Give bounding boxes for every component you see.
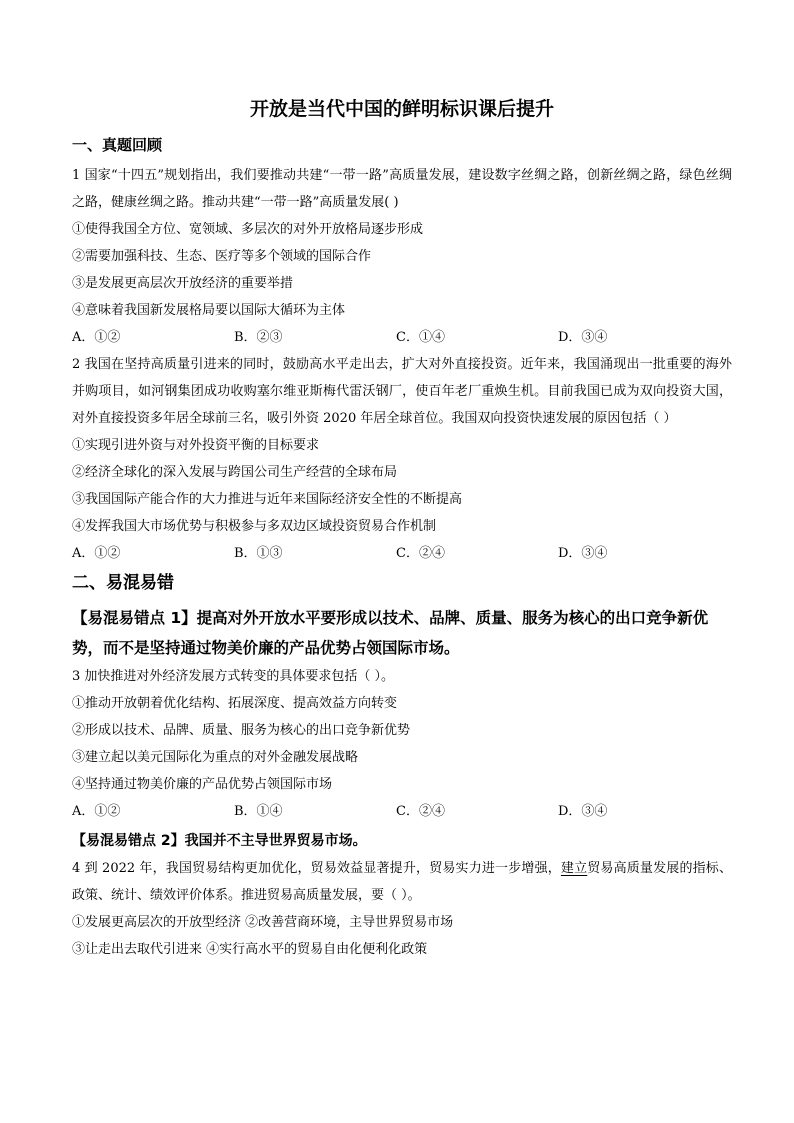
choice-b: B．①③ <box>234 546 283 561</box>
underlined-word: 建立 <box>560 861 588 876</box>
choice-b: B．②③ <box>234 330 283 345</box>
choice-a: A．①② <box>72 804 121 819</box>
mistake-note-2: 【易混易错点 2】我国并不主导世界贸易市场。 <box>72 833 367 849</box>
section-review <box>72 134 732 567</box>
section-heading: 一、真题回顾 <box>72 136 163 154</box>
stem-part: 4 到 2022 年，我国贸易结构更加优化，贸易效益显著提升，贸易实力进一步增强， <box>72 861 561 876</box>
statement-option: ③我国国际产能合作的大力推进与近年来国际经济安全性的不断提高 <box>72 492 463 507</box>
stem-part: 贸易高质量发展的指标、政策、统计、绩效评价体系。推进贸易高质量发展，要（ ）。 <box>72 861 732 903</box>
statement-option: ①实现引进外资与对外投资平衡的目标要求 <box>72 438 320 453</box>
question-4 <box>72 855 732 963</box>
answer-choices <box>72 540 732 567</box>
choice-a: A．①② <box>72 546 121 561</box>
statement-option: ③建立起以美元国际化为重点的对外金融发展战略 <box>72 750 359 765</box>
statement-option: ④坚持通过物美价廉的产品优势占领国际市场 <box>72 777 333 792</box>
statement-option: ③让走出去取代引进来 ④实行高水平的贸易自由化便利化政策 <box>72 942 428 957</box>
question-1 <box>72 162 732 351</box>
choice-c: C．②④ <box>396 546 445 561</box>
section-heading: 二、易混易错 <box>72 573 174 593</box>
choice-d: D．③④ <box>558 804 608 819</box>
statement-option: ①使得我国全方位、宽领域、多层次的对外开放格局逐步形成 <box>72 222 424 237</box>
choice-c: C．①④ <box>396 330 445 345</box>
statement-option: ②经济全球化的深入发展与跨国公司生产经营的全球布局 <box>72 465 398 480</box>
choice-d: D．③④ <box>558 546 608 561</box>
statement-option: ④意味着我国新发展格局要以国际大循环为主体 <box>72 303 346 318</box>
statement-option: ①发展更高层次的开放型经济 ②改善营商环境，主导世界贸易市场 <box>72 915 454 930</box>
document-page <box>72 96 732 963</box>
choice-c: C．②④ <box>396 804 445 819</box>
statement-option: ②形成以技术、品牌、质量、服务为核心的出口竞争新优势 <box>72 723 411 738</box>
answer-choices <box>72 798 732 825</box>
section-common-mistakes <box>72 569 732 963</box>
statement-option: ④发挥我国大市场优势与积极参与多双边区域投资贸易合作机制 <box>72 519 437 534</box>
question-stem: 3 加快推进对外经济发展方式转变的具体要求包括（ ）。 <box>72 669 395 684</box>
statement-option: ③是发展更高层次开放经济的重要举措 <box>72 276 294 291</box>
answer-choices <box>72 324 732 351</box>
statement-option: ②需要加强科技、生态、医疗等多个领域的国际合作 <box>72 249 372 264</box>
question-stem: 1 国家“十四五”规划指出，我们要推动共建“一带一路”高质量发展，建设数字丝绸之路，创新丝绸之路，绿色丝绸之路，健康丝绸之路。推动共建“一带一路”高质量发展( ) <box>72 168 732 210</box>
page-title: 开放是当代中国的鲜明标识课后提升 <box>249 98 554 120</box>
choice-a: A．①② <box>72 330 121 345</box>
choice-d: D．③④ <box>558 330 608 345</box>
mistake-note-1: 【易混易错点 1】提高对外开放水平要形成以技术、品牌、质量、服务为核心的出口竞争新优势，而不是坚持通过物美价廉的产品优势占领国际市场。 <box>72 609 709 657</box>
question-stem: 2 我国在坚持高质量引进来的同时，鼓励高水平走出去，扩大对外直接投资。近年来，我国涌现出一批重要的海外并购项目，如河钢集团成功收购塞尔维亚斯梅代雷沃钢厂，使百年老厂重焕生机。目前我国已成为双向投资大国，对外直接投资多年居全球前三名，吸引外资 2020 年居全球首位。我国双向投资快速发展的原因包括（ ） <box>72 357 732 426</box>
question-2 <box>72 351 732 567</box>
choice-b: B．①④ <box>234 804 283 819</box>
question-3 <box>72 663 732 825</box>
question-stem <box>72 855 732 909</box>
statement-option: ①推动开放朝着优化结构、拓展深度、提高效益方向转变 <box>72 696 398 711</box>
